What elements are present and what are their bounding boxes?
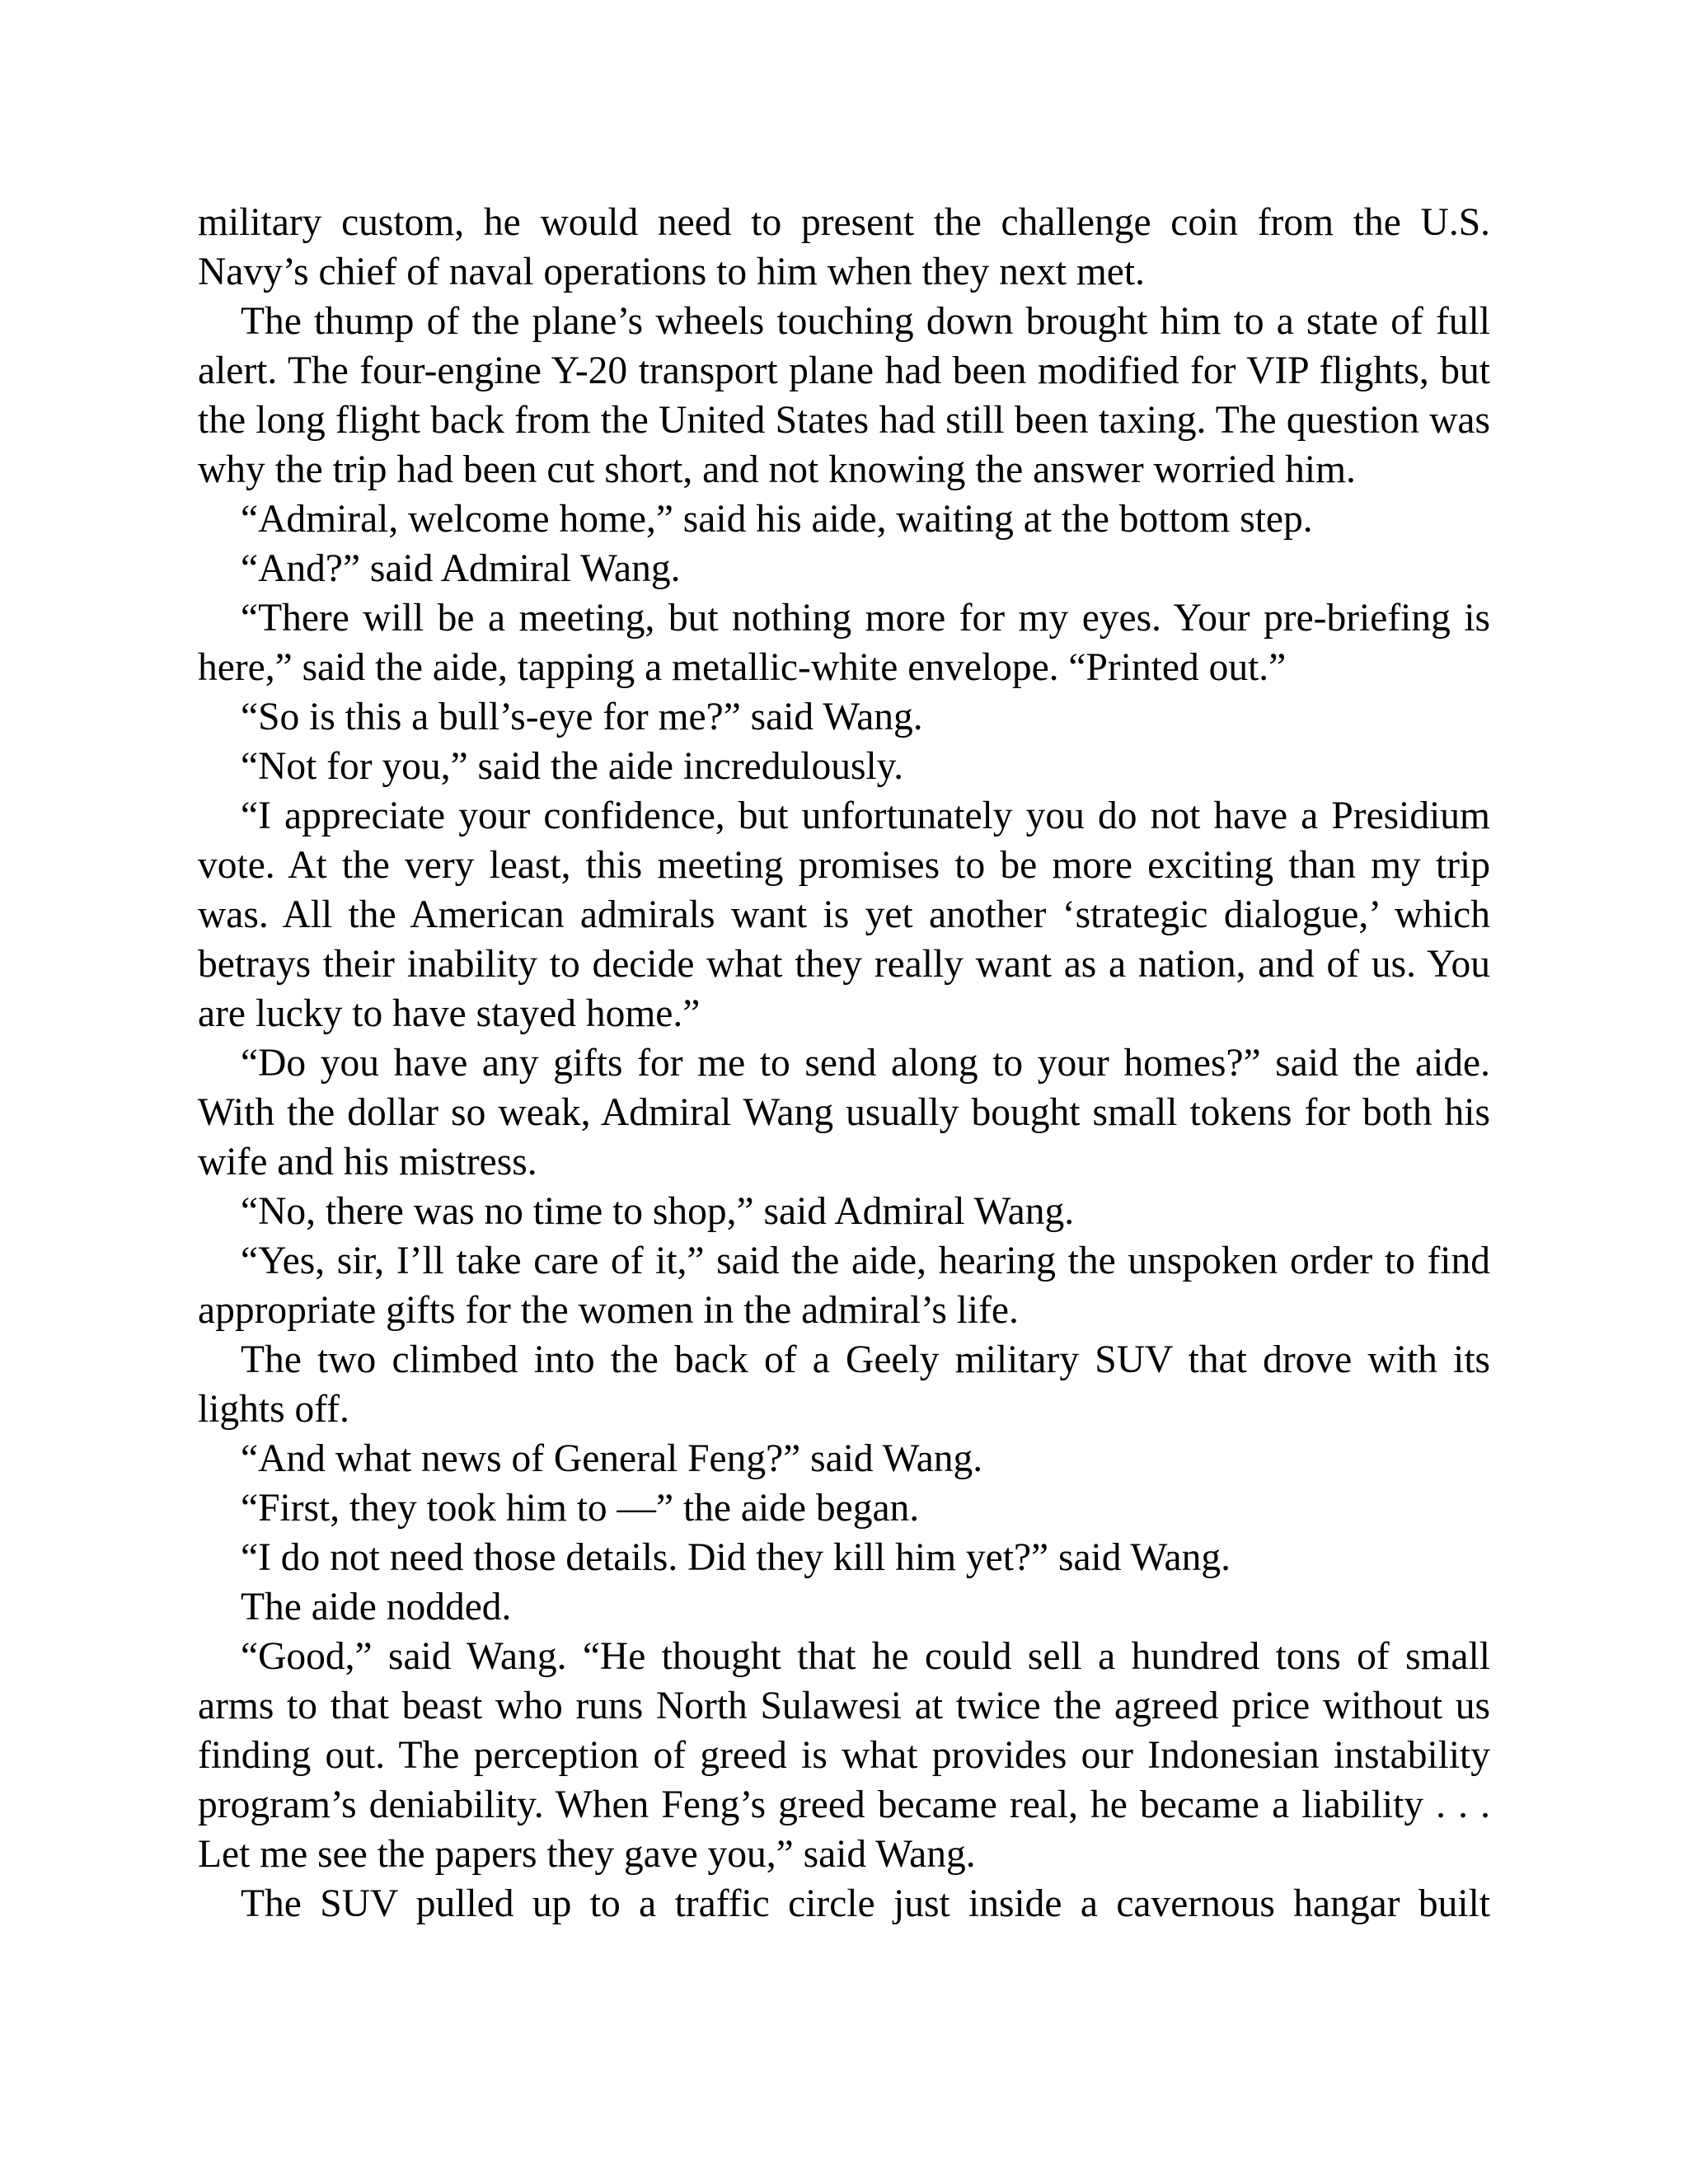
- paragraph: “Admiral, welcome home,” said his aide, waiting at the bottom step.: [241, 498, 1313, 541]
- paragraph: “Not for you,” said the aide incredulously.: [241, 745, 904, 788]
- paragraph: The two climbed into the back of a Geely military SUV that drove with its lights off.: [198, 1338, 1490, 1431]
- paragraph: “Yes, sir, I’ll take care of it,” said the aide, hearing the unspoken order to find appropriate gifts for the women in the admiral’s life.: [198, 1240, 1490, 1332]
- body-text: [198, 198, 1490, 1929]
- paragraph: The thump of the plane’s wheels touching down brought him to a state of full alert. The four-engine Y-20 transport plane had been modified for VIP flights, but the long flight back from the United States had still been taxing. The question was why the trip had been cut short, and not knowing the answer worried him.: [198, 300, 1490, 491]
- paragraph: “So is this a bull’s-eye for me?” said Wang.: [241, 696, 923, 738]
- paragraph: The aide nodded.: [241, 1586, 512, 1629]
- paragraph: “No, there was no time to shop,” said Admiral Wang.: [241, 1190, 1075, 1233]
- paragraph: “And what news of General Feng?” said Wang.: [241, 1437, 983, 1480]
- paragraph: “I appreciate your confidence, but unfortunately you do not have a Presidium vote. At the very least, this meeting promises to be more exciting than my trip was. All the American admirals want is yet another ‘strategic dialogue,’ which betrays their inability to decide what they really want as a nation, and of us. You are lucky to have stayed home.”: [198, 794, 1490, 1035]
- paragraph: “Do you have any gifts for me to send along to your homes?” said the aide. With the dollar so weak, Admiral Wang usually bought small tokens for both his wife and his mistress.: [198, 1042, 1490, 1183]
- paragraph: “Good,” said Wang. “He thought that he could sell a hundred tons of small arms to that beast who runs North Sulawesi at twice the agreed price without us finding out. The perception of greed is what provides our Indonesian instability program’s deniability. When Feng’s greed became real, he became a liability . . . Let me see the papers they gave you,” said Wang.: [198, 1635, 1490, 1876]
- paragraph: “First, they took him to —” the aide began.: [241, 1487, 920, 1530]
- paragraph: “There will be a meeting, but nothing more for my eyes. Your pre-briefing is here,” said the aide, tapping a metallic-white envelope. “Printed out.”: [198, 597, 1490, 689]
- paragraph: The SUV pulled up to a traffic circle just inside a cavernous hangar built: [241, 1882, 1490, 1925]
- paragraph: military custom, he would need to present the challenge coin from the U.S. Navy’s chief of naval operations to him when they next met.: [198, 201, 1490, 293]
- paragraph: “I do not need those details. Did they kill him yet?” said Wang.: [241, 1536, 1231, 1579]
- paragraph: “And?” said Admiral Wang.: [241, 547, 681, 590]
